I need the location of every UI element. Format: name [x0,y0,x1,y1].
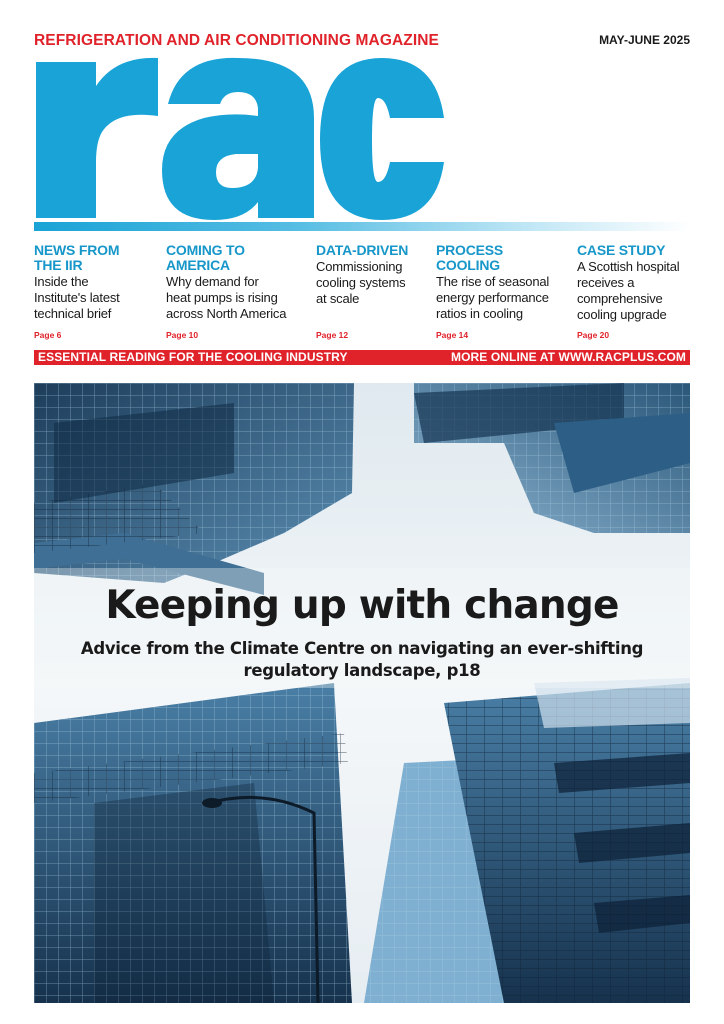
teaser-text: The rise of seasonal energy performance ratios in cooling [436,274,550,321]
teaser-text: Why demand for heat pumps is rising across North America [166,274,287,321]
teaser-page-number: Page 10 [166,330,199,340]
masthead-divider [34,222,690,231]
teaser-page-number: Page 12 [316,330,349,340]
teaser-news-from-iir[interactable] [34,243,159,322]
teaser-kicker: COMING TO AMERICA [166,242,245,273]
rac-logo-icon [30,42,450,220]
teaser-case-study[interactable] [577,243,694,323]
teaser-text: A Scottish hospital receives a comprehensive cooling upgrade [577,259,680,322]
red-banner [34,350,690,365]
cover-headline: Keeping up with change [105,583,619,628]
teaser-text: Commissioning cooling systems at scale [316,259,406,306]
banner-website-link[interactable]: MORE ONLINE AT WWW.RACPLUS.COM [451,350,686,364]
teaser-data-driven[interactable] [316,243,428,307]
teaser-kicker: DATA-DRIVEN [316,242,409,258]
teaser-kicker: CASE STUDY [577,242,666,258]
banner-slogan: ESSENTIAL READING FOR THE COOLING INDUSTRY [38,350,348,364]
teaser-page-number: Page 20 [577,330,610,340]
teaser-coming-to-america[interactable] [166,243,308,322]
issue-date: MAY-JUNE 2025 [599,33,690,47]
teaser-process-cooling[interactable] [436,243,570,322]
teaser-kicker: PROCESS COOLING [436,242,504,273]
teaser-kicker: NEWS FROM THE IIR [34,242,120,273]
teaser-page-number: Page 6 [34,330,62,340]
masthead-logo [30,42,450,220]
cover-subhead: Advice from the Climate Centre on navigating an ever-shifting regulatory landscape, p18 [80,639,644,680]
skyscrapers-photo-icon [34,383,690,1003]
teaser-text: Inside the Institute's latest technical brief [34,274,120,321]
magazine-tagline: REFRIGERATION AND AIR CONDITIONING MAGAZINE [34,32,439,49]
teaser-page-number: Page 14 [436,330,469,340]
cover-photo [34,383,690,1003]
teaser-strip [34,243,694,341]
